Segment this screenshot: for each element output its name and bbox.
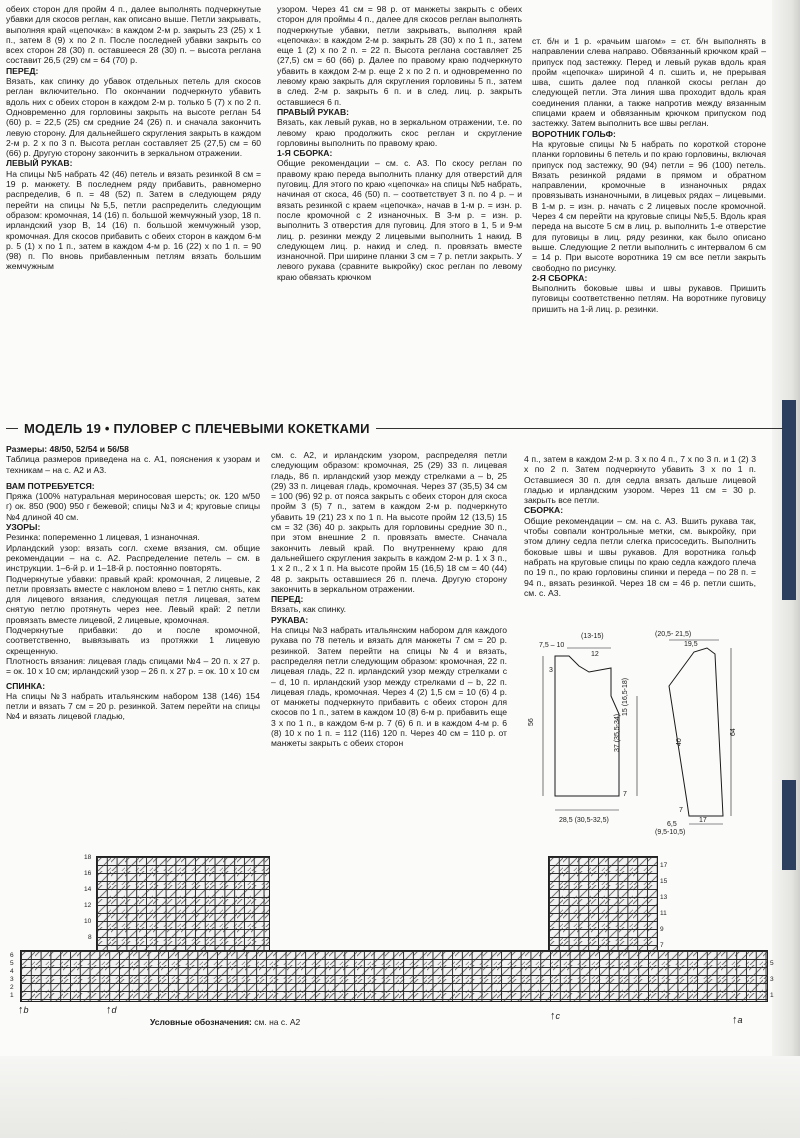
paragraph: На спицы №3 набрать итальянским набором 138 (146) 154 петли и вязать 7 см = 20 р. резинкой. Затем перейти на спицы №4 и вязать лицевой гладью,: [6, 690, 260, 722]
section-heading: РУКАВА:: [271, 614, 309, 625]
section-heading: УЗОРЫ:: [6, 522, 41, 533]
section-heading: СПИНКА:: [6, 680, 46, 691]
paragraph: Плотность вязания: лицевая гладь спицами №4 – 20 п. х 27 р. = ок. 10 х 10 см; ирландский узор – 26 п. х 27 р. = ок. 10 х 10 см: [6, 655, 260, 677]
model-title: [18, 421, 376, 436]
section-heading: ЛЕВЫЙ РУКАВ:: [6, 158, 73, 169]
paragraph: Таблица размеров приведена на с. А1, пояснения к узорам и техникам – на с. А2 и А3.: [6, 454, 260, 475]
row-number: 2: [10, 984, 14, 991]
top-column-2: [277, 4, 522, 282]
row-number: 10: [84, 918, 92, 925]
dim-label: 7,5 – 10: [539, 642, 565, 649]
paragraph: На круговые спицы №5 набрать по короткой стороне планки горловины 6 петель и по краю горловины, включая припуск под застежку, 90 (94) петли = 96 (100) петель. Вязать резинкой рядами в прямом и обратном направлении, кромочные в изнаночных рядах провязывать изнаночными, в лицевых рядах – лицевыми. В 1-м р. = изн. р. начать с 2 лицевых после кромочной. Через 4 см перейти на круговые спицы №5,5. Вдоль края переда на высоте 5 см в лиц. р. выполнить 1-е отверстие для пуговицы в лиц. ряду резинки, как было описано выше. Следующие 2 петли выполнить с интервалом 6 см = 14 р. При высоте воротника 19 см все петли закрыть свободно по рисунку.: [532, 138, 766, 273]
garment-schematic: [519, 626, 739, 838]
row-number: 12: [84, 902, 92, 909]
dim-label: (20,5- 21,5): [655, 631, 692, 638]
paragraph: см. с. А2, и ирландским узором, распределяя петли следующим образом: кромочная, 25 (29) 33 п. лицевая гладь, 86 п. ирландский узор между стрелками a – b, 25 (29) 33 п. лицевая гладь, кромочная. Через 37 (35,5) 34 см = 100 (96) 92 р. от пояса закрыть с обеих сторон для скоса пройм 3 (5) 7 п., затем в каждом 2-м р. подчеркнуто убавить 19 (21) 23 х по 1 п. На высоте пройм 12 (13,5) 15 см = 32 (36) 40 р. закрыть для горловины средние 30 п., при этом внешние 2 п. провязать вместе. Сначала закончить левый край. По внутреннему краю для дальнейшего скругления закрыть в каждом 2-м р. 1 х 3 п., 1 х 2 п., 2 х 1 п. На высоте пройм 15 (16,5) 18 см = 40 (44) 48 р. закрыть оставшиеся 26 п. плеча. Другую сторону закончить в зеркальном отражении.: [271, 450, 507, 594]
dim-label: 40: [676, 738, 683, 746]
arrow-a: ↑a: [732, 1014, 743, 1026]
sleeve-outline: [669, 648, 723, 816]
dim-label: 7: [623, 791, 627, 798]
chart-grid-base: [20, 950, 768, 1002]
edge-tab: [782, 400, 796, 600]
section-heading: ВАМ ПОТРЕБУЕТСЯ:: [6, 480, 95, 491]
dim-label: 28,5 (30,5-32,5): [559, 817, 609, 824]
row-number: 5: [770, 960, 774, 967]
legend-label: Условные обозначения:: [150, 1017, 252, 1027]
row-number: 9: [660, 926, 664, 933]
model-name: ПУЛОВЕР С ПЛЕЧЕВЫМИ КОКЕТКАМИ: [113, 421, 370, 436]
row-number: 14: [84, 886, 92, 893]
dim-label: (13-15): [581, 633, 604, 640]
sizes-line: Размеры: 48/50, 52/54 и 56/58: [6, 444, 129, 454]
dim-label: 56: [528, 718, 535, 726]
bottom-column-1: [6, 444, 260, 722]
section-heading: ВОРОТНИК ГОЛЬФ:: [532, 128, 616, 139]
section-heading: 1-Я СБОРКА:: [277, 148, 333, 159]
paragraph: Вязать, как левый рукав, но в зеркальном отражении, т.е. по левому краю продолжить скос реглан и скругление горловины выполнить по правому краю.: [277, 117, 522, 148]
model-number: МОДЕЛЬ 19: [24, 421, 102, 436]
legend-text: см. на с. А2: [254, 1017, 301, 1027]
paragraph: Выполнить боковые швы и швы рукавов. Пришить пуговицы соответственно петлям. На воротнике пуговицу пришить на 1-й лиц. р. резинки.: [532, 283, 766, 314]
section-heading: ПЕРЕД:: [271, 594, 304, 605]
dim-label: 37 (35,5-34): [614, 713, 621, 752]
paragraph: обеих сторон для пройм 4 п., далее выполнять подчеркнутые убавки для скосов реглан, как описано выше. Петли закрывать, выполняя край «цепочка»: в каждом 2-м р. закрыть 23 (25) х 1 п., затем 8 (9) х по 2 п. После последней убавки закрыть со всех сторон 28 (30) п. оставшееся 28 (30) п. – высота реглана составит 26,5 (29) см = 64 (70) р.: [6, 4, 261, 66]
paragraph: Пряжа (100% натуральная мериносовая шерсть; ок. 120 м/50 г) ок. 850 (900) 950 г бежевой; спицы №3 и 4; круговые спицы №4 длиной 40 см.: [6, 491, 260, 522]
row-number: 3: [770, 976, 774, 983]
section-heading: СБОРКА:: [524, 505, 564, 516]
row-number: 11: [660, 910, 667, 917]
title-bullet: •: [104, 421, 110, 436]
top-column-3: [532, 36, 766, 314]
paragraph: Ирландский узор: вязать согл. схеме вязания, см. общие рекомендации – на с. А2. Распределение петель – см. в инструкции. 1–6-й р. и 1–18-й р. постоянно повторять.: [6, 542, 260, 574]
dim-label: (9,5-10,5): [655, 829, 686, 836]
paragraph: Подчеркнутые убавки: правый край: кромочная, 2 лицевые, 2 петли провязать вместе с наклоном влево = 1 петлю снять, как для лицевого вязания, следующая петля лицевая, затем снятую петлю протянуть через нее. Левый край: 2 петли провязать вместе лицевой, 2 лицевые, кромочная.: [6, 573, 260, 625]
row-number: 16: [84, 870, 92, 877]
row-number: 7: [660, 942, 664, 949]
arrow-b: ↑b: [18, 1004, 29, 1016]
row-number: 15: [660, 878, 668, 885]
row-number: 5: [10, 960, 14, 967]
dim-label: 6,5: [667, 821, 677, 828]
row-number: 13: [660, 894, 668, 901]
row-number: 17: [660, 862, 668, 869]
paragraph: На спицы №3 набрать итальянским набором для каждого рукава по 78 петель и вязать для манжеты 7 см = 20 р. резинкой. Затем перейти на спицы №4 и вязать, распределяя петли следующим образом: кромочная, 22 п. лицевая гладь, 22 п. ирландский узор между стрелками c – d, 10 п. ирландский узор между стрелками d – b, 22 п. лицевая гладь, кромочная. Через 4 (2) 1,5 см = 10 (6) 4 р. от манжеты подчеркнуто прибавить с обеих сторон для скосов по 1 п., затем в каждом 10 (8) 6-м р. прибавить еще 3 х по 1 п., в каждом 6-м р. 7 (6) 6 п. и в каждом 4-м р. 6 (8) 10 х по 1 п. = 112 (116) 120 п. Через 40 см = 110 р. от манжеты закрыть с обеих сторон: [271, 625, 507, 749]
dim-label: 12: [591, 651, 599, 658]
paragraph: Общие рекомендации – см. с. А3. По скосу реглан по правому краю переда выполнить планку для отверстий для пуговиц. Для этого по краю «цепочка» на спицы №5 набрать, начиная от скоса, 46 (50) п. – соответствует 3 п. по 4 р. – и вязать резинкой с краем «цепочка», начав в 1-м р. = изн. р. после кромочной с 2 изнаночных. В 3-м р. = изн. р. выполнить 3 отверстия для пуговиц. Для этого в 1, 5 и 9-м лиц. р. резинки между 2 лицевыми выполнить 1 накид. В следующем лиц. р. накид и след. п. провязать вместе изнаночной. При ширине планки 3 см = 7 р. петли закрыть. У левого рукава (сравните выкройку) скос реглан по левому краю обвязать крючком: [277, 158, 522, 282]
paragraph: Вязать, как спинку до убавок отдельных петель для скосов реглан включительно. По окончании подчеркнуто убавить вдоль них с обеих сторон в каждом 2-м р. только 5 (7) х по 2 п. Одновременно для горловины закрыть на высоте реглан 54 (60) р. = 22,5 (25) см средние 24 (26) п. и сначала закончить левую сторону. Для дальнейшего скругления закрыть в каждом 2-м р. 2 х по 3 п. Высота реглан составляет 25 (27,5) см = 60 (66) р. Другую сторону закончить в зеркальном отражении.: [6, 76, 261, 159]
edge-tab: [782, 780, 796, 870]
page-bottom-margin: [0, 1056, 800, 1138]
dim-label: 64: [730, 728, 737, 736]
row-number: 3: [10, 976, 14, 983]
paragraph: Общие рекомендации – см. на с. А3. Вшить рукава так, чтобы совпали контрольные метки, см. выкройку, при этом длину седла петли слегка присоседить. Выполнить боковые швы и швы рукавов. Для воротника гольф набрать на круговые спицы по краю седла каждого плеча по 19 п., по краю горловины спинки и переда – по 28 п. = 94 п., вязать резинкой. Через 18 см = 46 р. петли сшить, см. с. А3.: [524, 515, 756, 598]
section-heading: 2-Я СБОРКА:: [532, 272, 588, 283]
paragraph: 4 п., затем в каждом 2-м р. 3 х по 4 п., 7 х по 3 п. и 1 (2) 3 х по 2 п. Затем подчеркнуто убавить 3 х по 1 п. Оставшиеся 30 п. для седла вязать дальше лицевой гладью и ирландским узором. Через 11 см = 30 р. закрыть все петли.: [524, 454, 756, 506]
model-header: [6, 421, 783, 437]
row-number: 1: [10, 992, 14, 999]
body-outline: [555, 656, 619, 796]
row-number: 18: [84, 854, 92, 861]
knitting-chart: [8, 854, 774, 1056]
top-column-1: [6, 4, 261, 272]
paragraph: узором. Через 41 см = 98 р. от манжеты закрыть с обеих сторон для проймы 4 п., далее для скосов реглан выполнять подчеркнутые убавки, петли закрывать, выполняя край «цепочка»: в каждом 2-м р. закрыть 28 (30) х по 1 п., затем еще 1 (2) х по 2 п. = 22 п. Высота реглана составляет 25 (27,5) см = 60 (66) р. Далее по правому краю подчеркнуто убавить в каждом 2-м р. еще 2 х по 2 п. и одновременно по левому краю закрыть для скругления горловины 5 п., затем в след. 2-м р. закрыть 6 п. и в след. лиц. р. закрыть оставшиеся 6 п.: [277, 4, 522, 107]
arrow-c: ↑c: [550, 1010, 560, 1022]
row-number: 8: [88, 934, 92, 941]
row-number: 4: [10, 968, 14, 975]
dim-label: 15 (16,5-18): [622, 677, 629, 716]
paragraph: Резинка: попеременно 1 лицевая, 1 изнаночная.: [6, 532, 200, 543]
row-number: 6: [10, 952, 14, 959]
section-heading: ПРАВЫЙ РУКАВ:: [277, 106, 350, 117]
arrow-d: ↑d: [106, 1004, 117, 1016]
section-heading: ПЕРЕД:: [6, 65, 39, 76]
dim-label: 3: [549, 667, 553, 674]
bottom-column-2: [271, 450, 507, 749]
bottom-column-3: [524, 454, 756, 598]
chart-legend: [150, 1017, 300, 1027]
paragraph: ст. б/н и 1 р. «рачьим шагом» = ст. б/н выполнять в направлении слева направо. Обвязанный крючком край – припуск под застежку. Перед и левый рукав вдоль края пройм «цепочка» шириной 4 п. сшить и, не прерывая шва, сшить далее под планкой скосы реглан до следующей петли. Эта линия шва проходит вдоль края соединения планки, а также напротив между вязанным спицами краем и обвязанным крючком припуском под застежку. Затем выполнить все швы реглан.: [532, 36, 766, 129]
dim-label: 7: [679, 807, 683, 814]
dim-label: 19,5: [684, 641, 698, 648]
dim-label: 17: [699, 817, 707, 824]
paragraph: Вязать, как спинку.: [271, 604, 347, 615]
row-number: 1: [770, 992, 774, 999]
page-edge: [772, 0, 800, 1138]
paragraph: Подчеркнутые прибавки: до и после кромочной, соответственно, вывязывать из протяжки 1 лицевую скрещенную.: [6, 625, 260, 656]
paragraph: На спицы №5 набрать 42 (46) петель и вязать резинкой 8 см = 19 р. манжету. В последнем ряду прибавить, равномерно распределив, 6 п. = 48 (52) п. Затем в следующем ряду перейти на спицы №5,5, петли распределить следующим образом: кромочная, 14 (16) п. большой жемчужный узор, 18 п. ирландский узор В, 14 (16) п. большой жемчужный узор, кромочная. Для скосов прибавить с обеих сторон в каждом 6-м р. 5 (1) х по 1 п., затем в каждом 4-м р. 16 (22) х по 1 п. = 90 (98) п. По вновь прибавленным петлям вязать большим жемчужным: [6, 168, 261, 272]
